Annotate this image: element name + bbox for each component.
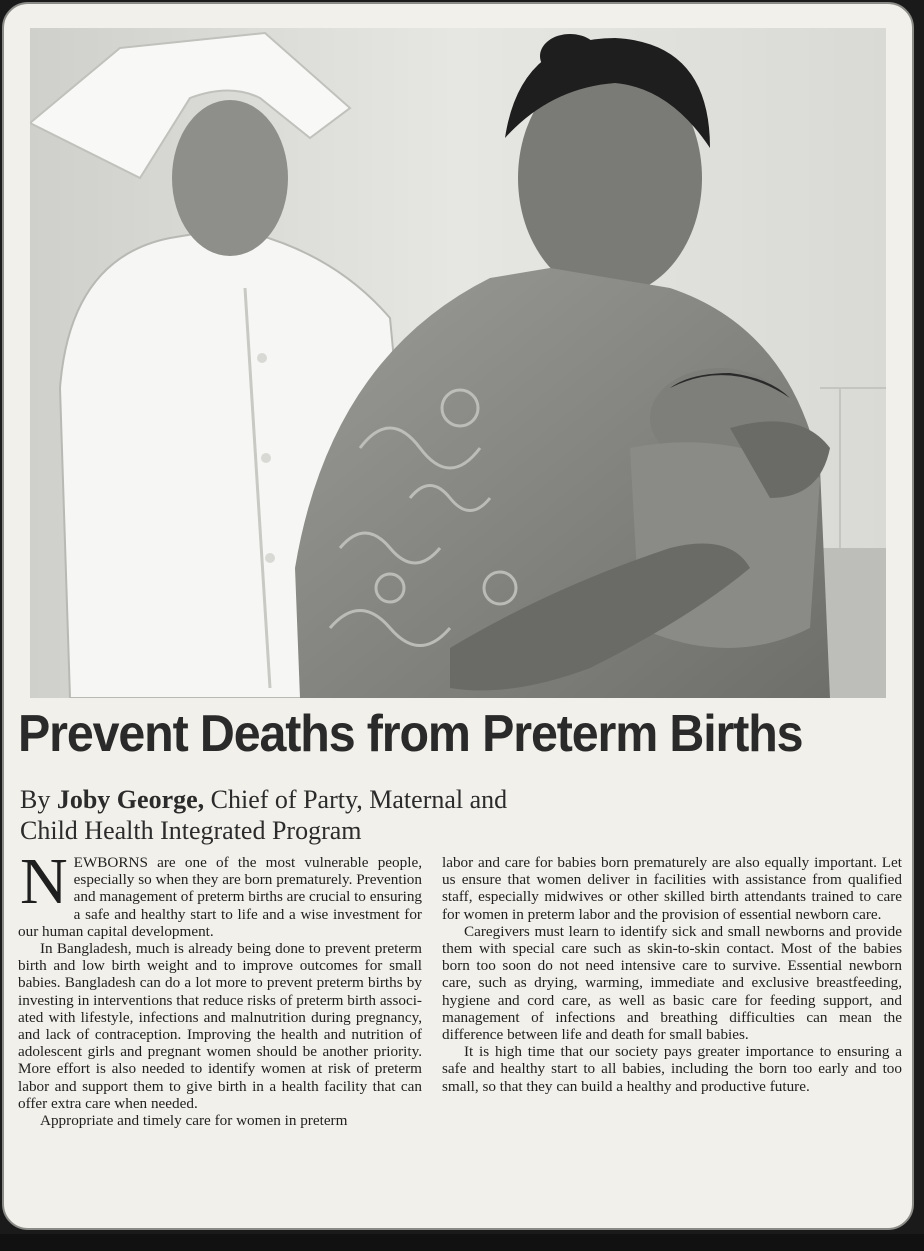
byline-role-line2: Child Health Integrated Program bbox=[20, 816, 362, 845]
byline-author: Joby George, bbox=[56, 785, 205, 814]
article-page bbox=[2, 2, 914, 1230]
article-column-right bbox=[442, 854, 902, 1095]
byline-prefix: By bbox=[20, 785, 51, 814]
article-column-left bbox=[18, 845, 423, 1130]
paragraph: Caregivers must learn to identify sick and small newborns and provide them with special care such as skin-to-skin contact. Most of the babies born too soon do not need intensive care to survive. Essential newborn care, such as drying, warming, immediate and exclusive breastfeeding, hygiene and cord care, as well as basic care for feeding support, and management of infections and breathing difficulties can mean the difference between life and death for small babies. bbox=[442, 922, 902, 1044]
bottom-bar bbox=[0, 1234, 924, 1251]
photo-illustration bbox=[30, 28, 886, 698]
byline-role-line1: Chief of Party, Maternal and bbox=[210, 785, 508, 814]
paragraph: Appropriate and timely care for women in preterm bbox=[40, 1112, 348, 1130]
paragraph: It is high time that our society pays greater importance to ensuring a safe and healthy start to all babies, including the born too early and too small, so that they can build a healthy and productive future. bbox=[442, 1043, 902, 1095]
byline bbox=[20, 784, 640, 846]
drop-cap: N bbox=[20, 845, 68, 918]
paragraph: In Bangladesh, much is already being done to prevent preterm birth and low birth weight and to improve outcomes for small babies. Bangladesh can do a lot more to prevent preterm births by investing in interventions that reduce risks of preterm birth associ-ated with lifestyle, infections and malnutrition during pregnancy, and lack of contraception. Improving the health and nutrition of adolescent girls and pregnant women should be another priority. More effort is also needed to identify women at risk of preterm labor and support them to give birth in a health facility that can offer extra care when needed. bbox=[18, 940, 422, 1112]
article-photo bbox=[30, 28, 886, 698]
paragraph: labor and care for babies born prematurely are also equally important. Let us ensure that women deliver in facilities with assistance from qualified staff, especially midwives or other skilled birth attendants trained to care for women in preterm labor and the provision of essential newborn care. bbox=[442, 854, 902, 923]
paragraph: NEWBORNS are one of the most vulnerable people, especially so when they are born prematurely. Prevention and management of preterm births are crucial to ensuring a safe and healthy start to life and a wise investment for our human capital development. bbox=[18, 845, 423, 940]
article-headline: Prevent Deaths from Preterm Births bbox=[18, 705, 803, 763]
